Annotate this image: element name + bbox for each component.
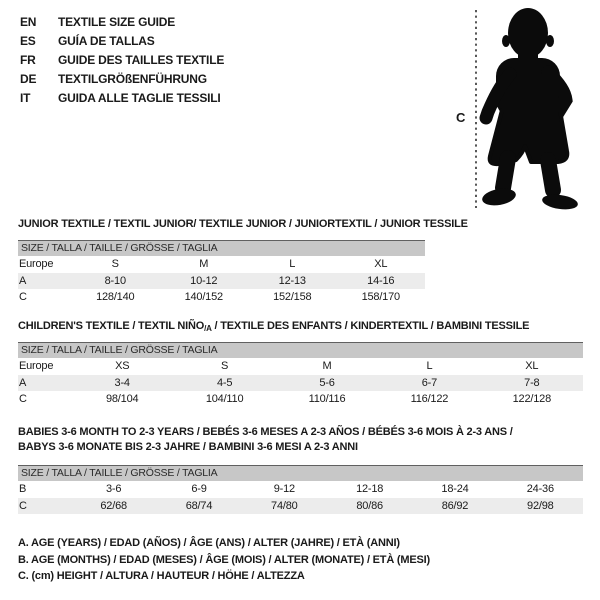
table-cell: 116/122 — [410, 393, 449, 405]
size-header-bar: SIZE / TALLA / TAILLE / GRÖSSE / TAGLIA — [18, 465, 583, 481]
column-header-row — [18, 358, 583, 375]
language-label: GUÍA DE TALLAS — [58, 34, 155, 48]
size-header-bar: SIZE / TALLA / TAILLE / GRÖSSE / TAGLIA — [18, 240, 425, 256]
table-cell: 122/128 — [512, 393, 552, 405]
babies-title-line2: BABYS 3-6 MONATE BIS 2-3 JAHRE / BAMBINI 3-6 MESI A 2-3 ANNI — [18, 441, 358, 453]
language-code: EN — [20, 15, 37, 29]
legend-note-a: A. AGE (YEARS) / EDAD (AÑOS) / ÂGE (ANS) / ALTER (JAHRE) / ETÀ (ANNI) — [18, 537, 400, 549]
table-cell: 5-6 — [319, 377, 335, 389]
table-cell: 6-7 — [421, 377, 438, 389]
table-row-b — [18, 481, 583, 498]
column-header: XL — [374, 258, 388, 270]
row-label: A — [19, 377, 27, 389]
table-cell: 12-18 — [356, 483, 384, 495]
language-code: ES — [20, 34, 36, 48]
table-cell: 3-4 — [114, 377, 130, 389]
babies-table-title — [18, 425, 513, 455]
junior-table-title: JUNIOR TEXTILE / TEXTIL JUNIOR/ TEXTILE JUNIOR / JUNIORTEXTIL / JUNIOR TESSILE — [18, 218, 468, 230]
language-row-en — [20, 13, 224, 32]
baby-figure — [450, 0, 600, 220]
table-row-a — [18, 375, 583, 391]
legend-note-c: C. (cm) HEIGHT / ALTURA / HAUTEUR / HÖHE / ALTEZZA — [18, 570, 305, 583]
language-code: IT — [20, 91, 31, 105]
table-cell: 128/140 — [96, 291, 135, 303]
table-cell: 9-12 — [273, 483, 295, 495]
table-cell: 10-12 — [190, 275, 218, 287]
table-row-a — [18, 273, 425, 289]
table-cell: 92/98 — [527, 500, 554, 512]
column-header: Europe — [19, 258, 54, 270]
height-measure-label: C — [456, 110, 466, 125]
table-cell: 62/68 — [100, 500, 127, 512]
language-list — [20, 13, 224, 108]
table-cell: 14-16 — [367, 275, 395, 287]
junior-table — [18, 240, 425, 306]
children-table — [18, 342, 583, 408]
column-header: XS — [115, 360, 130, 372]
table-cell: 12-13 — [278, 275, 306, 287]
table-cell: 80/86 — [356, 500, 383, 512]
children-title-subscript: /A — [204, 324, 212, 333]
table-cell: 18-24 — [441, 483, 469, 495]
legend-note-b: B. AGE (MONTHS) / EDAD (MESES) / ÂGE (MOIS) / ALTER (MONATE) / ETÀ (MESI) — [18, 553, 430, 566]
table-cell: 152/158 — [273, 291, 312, 303]
size-header-bar: SIZE / TALLA / TAILLE / GRÖSSE / TAGLIA — [18, 342, 583, 358]
language-row-it — [20, 89, 224, 108]
table-cell: 7-8 — [524, 377, 540, 389]
table-cell: 104/110 — [205, 393, 244, 405]
column-header: S — [111, 258, 119, 270]
table-cell: 6-9 — [191, 483, 207, 495]
language-row-fr — [20, 51, 224, 70]
language-row-de — [20, 70, 224, 89]
table-cell: 98/104 — [105, 393, 139, 405]
column-header: L — [426, 360, 433, 372]
language-label: GUIDE DES TAILLES TEXTILE — [58, 53, 225, 67]
language-label: TEXTILGRÖßENFÜHRUNG — [58, 72, 207, 86]
language-row-es — [20, 32, 224, 51]
language-label: TEXTILE SIZE GUIDE — [58, 15, 176, 29]
table-cell: 110/116 — [308, 393, 346, 405]
column-header-row — [18, 256, 425, 273]
table-cell: 140/152 — [184, 291, 223, 303]
table-cell: 4-5 — [216, 377, 233, 389]
table-cell: 74/80 — [271, 500, 298, 512]
baby-silhouette-icon — [481, 8, 579, 211]
table-row-c — [18, 391, 583, 408]
column-header: XL — [525, 360, 539, 372]
row-label: B — [19, 483, 27, 495]
table-cell: 86/92 — [441, 500, 469, 512]
table-cell: 158/170 — [361, 291, 400, 303]
column-header: M — [199, 258, 209, 270]
table-cell: 3-6 — [106, 483, 122, 495]
table-cell: 68/74 — [185, 500, 213, 512]
table-row-c — [18, 289, 425, 306]
column-header: M — [322, 360, 332, 372]
row-label: C — [19, 393, 27, 405]
row-label: C — [19, 291, 27, 303]
column-header: L — [289, 258, 296, 270]
column-header: Europe — [19, 360, 54, 372]
legend-notes — [18, 535, 430, 585]
children-table-title — [18, 319, 529, 336]
babies-title-line1: BABIES 3-6 MONTH TO 2-3 YEARS / BEBÉS 3-6 MESES A 2-3 AÑOS / BÉBÉS 3-6 MOIS À 2-3 ANS / — [18, 426, 513, 438]
row-label: C — [19, 500, 27, 512]
babies-table — [18, 465, 583, 514]
column-header: S — [221, 360, 229, 372]
language-code: FR — [20, 53, 36, 67]
table-row-c — [18, 498, 583, 514]
children-title-suffix: / TEXTILE DES ENFANTS / KINDERTEXTIL / BAMBINI TESSILE — [211, 320, 530, 332]
table-cell: 8-10 — [104, 275, 126, 287]
table-cell: 24-36 — [526, 483, 554, 495]
children-title-prefix: CHILDREN'S TEXTILE / TEXTIL NIÑO — [18, 320, 205, 332]
row-label: A — [19, 275, 27, 287]
language-code: DE — [20, 72, 37, 86]
language-label: GUIDA ALLE TAGLIE TESSILI — [58, 91, 221, 105]
